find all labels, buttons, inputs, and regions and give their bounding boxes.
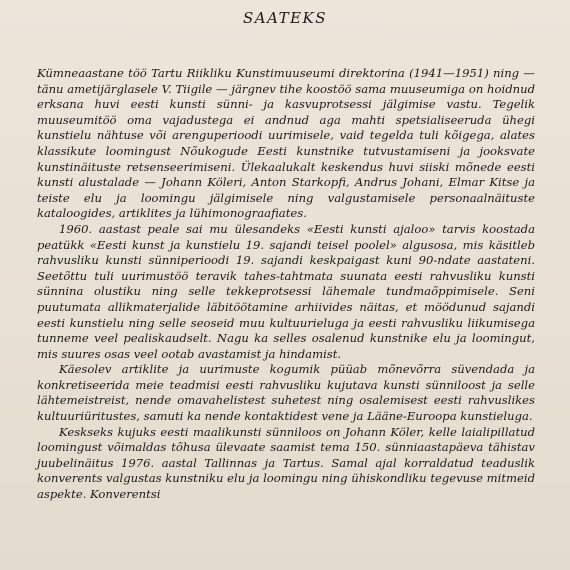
paragraph-4: Keskseks kujuks eesti maalikunsti sünniloos on Johann Köler, kelle laialipillatud loomingust võimaldas tõhusa ülevaate saamist tema 150. sünniaastapäeva tähistav juubelinäitus 1976. aastal Tallinnas ja Tartus. Samal ajal korraldatud teaduslik konverents valgustas kunstniku elu ja loomingu ning ühiskondliku tegevuse mitmeid aspekte. Konverentsi bbox=[37, 424, 535, 502]
paragraph-1: Kümneaastane töö Tartu Riikliku Kunstimuuseumi direktorina (1941—1951) ning — tänu ametijärglasele V. Tiigile — järgnev tihe koostöö sama muuseumiga on hoidnud erksana huvi eesti kunsti sünni- ja kasvuprotsessi jälgimise vastu. Tegelik muuseumitöö oma vajadustega ei andnud aga mahti spetsialiseeruda ühegi kunstielu nähtuse või arenguperioodi uurimisele, vaid tegelda tuli kõigega, alates klassikute loomingust Nõukogude Eesti kunstnike tutvustamiseni ja jooksvate kunstinäituste retsenseerimiseni. Ülekaalukalt keskendus huvi siiski mõnede eesti kunsti alustalade — Johann Köleri, Anton Starkopfi, Andrus Johani, Elmar Kitse ja teiste elu ja loomingu jälgimisele ning valgustamisele personaalnäituste kataloogides, artiklites ja lühimonograafiates. bbox=[37, 66, 535, 221]
body-text bbox=[37, 66, 535, 503]
paragraph-2: 1960. aastast peale sai mu ülesandeks «Eesti kunsti ajaloo» tarvis koostada peatükk «Eesti kunst ja kunstielu 19. sajandi teisel poolel» algusosa, mis käsitleb rahvusliku kunsti sünniperioodi 19. sajandi keskpaigast kuni 90-ndate aastateni. Seetõttu tuli uurimustöö teravik tahes-tahtmata suunata eesti rahvusliku kunsti sünnina olustiku ning selle tekkeprotsessi lähemale tundmaõppimisele. Seni puutumata allikmaterjalide läbitöötamine arhiivides näitas, et möödunud sajandi eesti kunstielu ning selle seoseid muu kultuurieluga ja eesti rahvusliku liikumisega tunneme veel pealiskaudselt. Nagu ka selles osalenud kunstnike elu ja loomingut, mis suures osas veel ootab avastamist ja hindamist. bbox=[37, 221, 535, 361]
paragraph-3: Käesolev artiklite ja uurimuste kogumik püüab mõnevõrra süvendada ja konkretiseerida meie teadmisi eesti rahvusliku kujutava kunsti sünniloost ja selle lähtemeistreist, nende omavahelistest suhetest ning osalemisest eesti rahvuslikes kultuuriüritustes, samuti ka nende kontaktidest vene ja Lääne-Euroopa kunstieluga. bbox=[37, 362, 535, 424]
page-title: SAATEKS bbox=[242, 9, 328, 27]
